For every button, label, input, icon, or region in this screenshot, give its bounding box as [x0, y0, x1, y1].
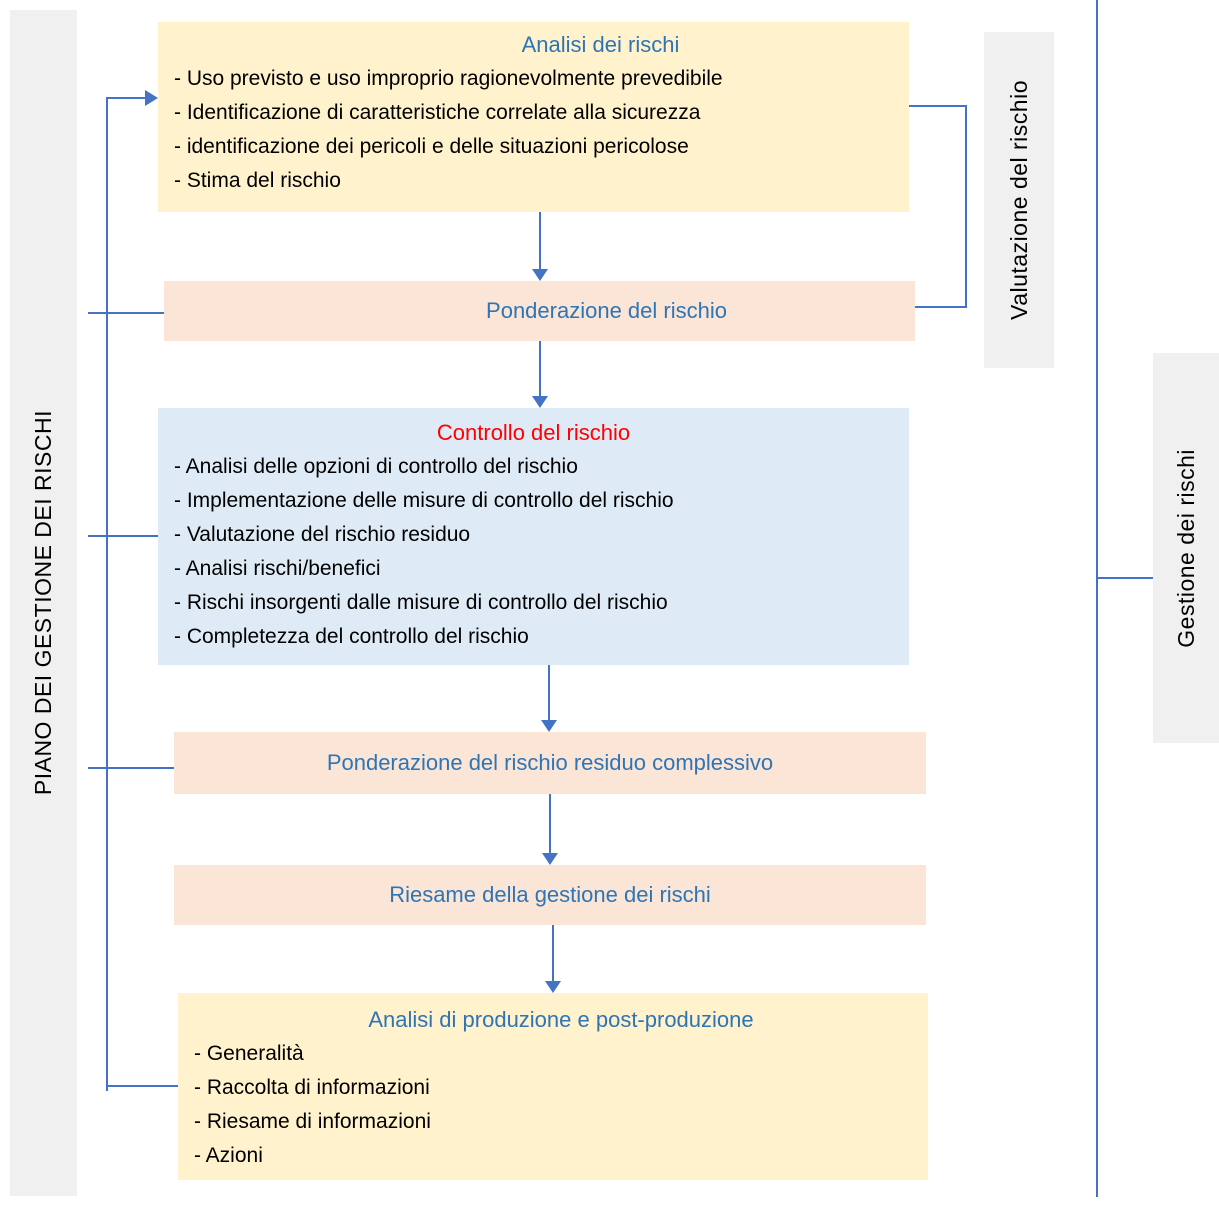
- bullet-item: - Generalità: [194, 1042, 304, 1065]
- bullet-item: - Riesame di informazioni: [194, 1110, 431, 1133]
- bullet-item: - Completezza del controllo del rischio: [174, 625, 529, 648]
- connector-branch-controllo: [88, 535, 158, 537]
- box-riesame-gestione: [174, 865, 926, 925]
- bullet-item: - Analisi delle opzioni di controllo del rischio: [174, 455, 578, 478]
- bullet-item: - Azioni: [194, 1144, 263, 1167]
- bullet-item: - Stima del rischio: [174, 169, 341, 192]
- connector-branch-produzione: [106, 1085, 178, 1087]
- box-analisi-items: [158, 62, 909, 198]
- box-ponderazione-title: Ponderazione del rischio: [486, 298, 727, 323]
- box-controllo-del-rischio: [158, 408, 909, 665]
- side-label-piano-gestione-rischi: [10, 10, 77, 1196]
- bullet-item: - Identificazione di caratteristiche correlate alla sicurezza: [174, 101, 701, 124]
- bullet-item: - Uso previsto e uso improprio ragionevolmente prevedibile: [174, 67, 723, 90]
- bullet-item: - Raccolta di informazioni: [194, 1076, 430, 1099]
- box-analisi-dei-rischi: [158, 22, 909, 212]
- box-analisi-title: Analisi dei rischi: [521, 32, 680, 57]
- bracket-valutazione-bottom: [915, 306, 967, 308]
- bullet-item: - identificazione dei pericoli e delle situazioni pericolose: [174, 135, 689, 158]
- box-produzione-title: Analisi di produzione e post-produzione: [368, 1007, 754, 1032]
- bullet-item: - Valutazione del rischio residuo: [174, 523, 471, 546]
- arrow-residuo-to-riesame: [542, 794, 558, 865]
- bullet-item: - Analisi rischi/benefici: [174, 557, 381, 580]
- arrow-analisi-to-ponderazione: [532, 212, 548, 281]
- arrow-riesame-to-produzione: [545, 925, 561, 993]
- arrow-controllo-to-residuo: [541, 665, 557, 732]
- bracket-gestione-tick: [1096, 577, 1153, 579]
- bracket-valutazione-vertical: [965, 105, 967, 308]
- bracket-valutazione-top: [909, 105, 967, 107]
- box-riesame-title: Riesame della gestione dei rischi: [389, 882, 711, 907]
- box-controllo-title: Controllo del rischio: [436, 420, 631, 445]
- box-produzione-items: [178, 1037, 928, 1173]
- side-label-valutazione-text: Valutazione del rischio: [1005, 80, 1032, 320]
- box-ponderazione-del-rischio: [164, 281, 915, 341]
- bullet-item: - Implementazione delle misure di controllo del rischio: [174, 489, 674, 512]
- bullet-item: - Rischi insorgenti dalle misure di controllo del rischio: [174, 591, 668, 614]
- box-ponderazione-residuo-title: Ponderazione del rischio residuo complessivo: [326, 750, 774, 775]
- bracket-gestione-vertical: [1096, 0, 1098, 1197]
- box-controllo-items: [158, 450, 909, 654]
- side-label-gestione: [1153, 353, 1219, 743]
- connector-branch-residuo: [88, 767, 174, 769]
- box-analisi-produzione: [178, 993, 928, 1180]
- side-label-gestione-text: Gestione dei rischi: [1172, 448, 1199, 648]
- arrow-ponderazione-to-controllo: [532, 341, 548, 408]
- connector-feedback-trunk: [106, 97, 108, 1091]
- arrow-feedback-into-analisi: [106, 90, 158, 106]
- side-label-piano-text: PIANO DEI GESTIONE DEI RISCHI: [30, 410, 56, 796]
- connector-branch-ponderazione: [88, 312, 164, 314]
- side-label-valutazione: [984, 32, 1054, 368]
- box-ponderazione-residuo: [174, 732, 926, 794]
